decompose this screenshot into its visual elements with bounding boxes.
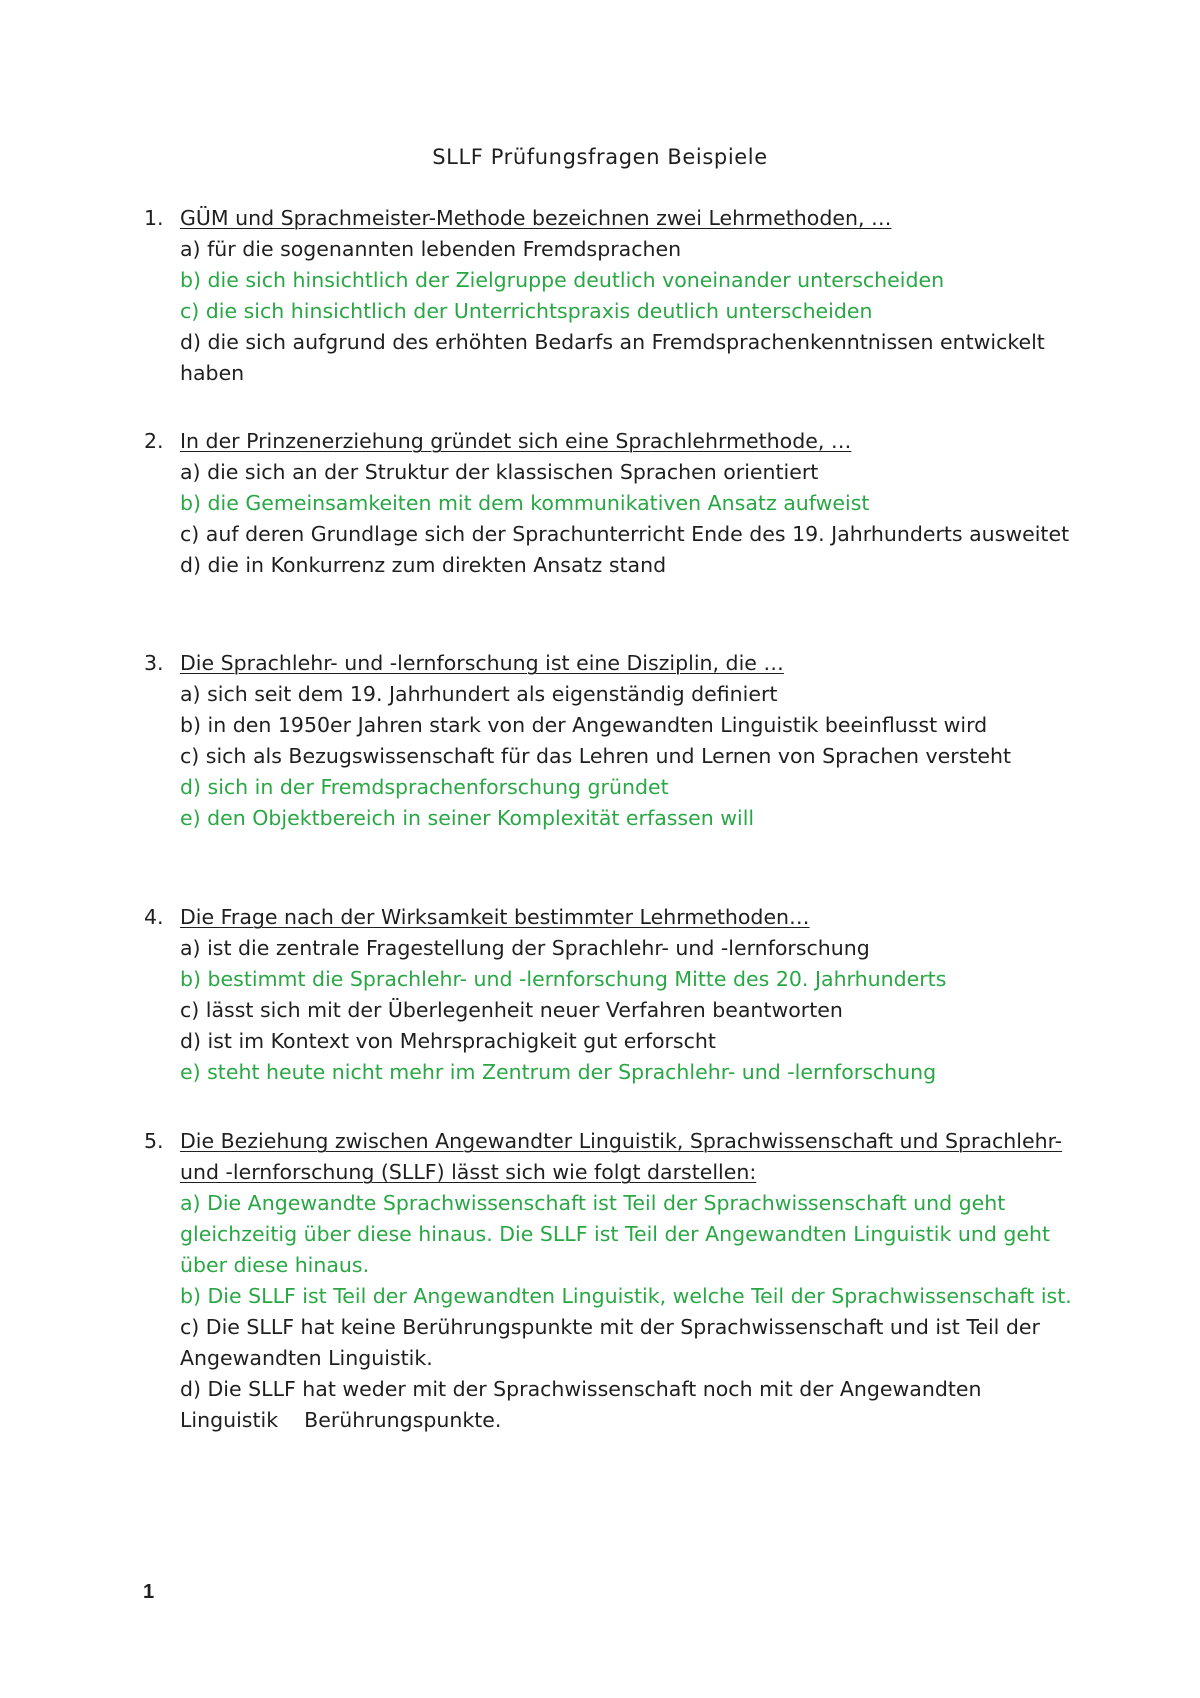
answer-option-a: a) die sich an der Struktur der klassischen Sprachen orientiert [180,460,819,484]
question-text: Die Frage nach der Wirksamkeit bestimmter Lehrmethoden… [180,905,810,929]
answer-option-b-correct: b) bestimmt die Sprachlehr- und -lernforschung Mitte des 20. Jahrhunderts [180,967,947,991]
question-stem [144,203,1074,234]
answer-option-b: b) in den 1950er Jahren stark von der Angewandten Linguistik beeinflusst wird [180,713,988,737]
answer-option-a: a) für die sogenannten lebenden Fremdsprachen [180,237,682,261]
question-text: GÜM und Sprachmeister-Methode bezeichnen zwei Lehrmethoden, … [180,206,892,230]
answer-options [180,679,1074,834]
question-number: 4. [144,905,164,929]
page-number: 1 [143,1581,155,1603]
answer-option-b-correct: b) Die SLLF ist Teil der Angewandten Linguistik, welche Teil der Sprachwissenschaft ist. [180,1284,1072,1308]
answer-option-c: c) lässt sich mit der Überlegenheit neuer Verfahren beantworten [180,998,843,1022]
question-number: 3. [144,651,164,675]
answer-option-a-correct: a) Die Angewandte Sprachwissenschaft ist Teil der Sprachwissenschaft und geht gleichzeitig über diese hinaus. Die SLLF ist Teil der Angewandten Linguistik und geht über diese hinaus. [180,1191,1050,1277]
question-number: 2. [144,429,164,453]
answer-option-d: d) die in Konkurrenz zum direkten Ansatz stand [180,553,667,577]
question-stem [144,902,1074,933]
answer-option-d: d) ist im Kontext von Mehrsprachigkeit gut erforscht [180,1029,716,1053]
question-text: Die Sprachlehr- und -lernforschung ist eine Disziplin, die … [180,651,784,675]
question-text: In der Prinzenerziehung gründet sich eine Sprachlehrmethode, … [180,429,852,453]
question-stem [144,426,1074,457]
answer-option-e-correct: e) steht heute nicht mehr im Zentrum der Sprachlehr- und -lernforschung [180,1060,937,1084]
answer-options [180,234,1074,389]
answer-option-c: c) sich als Bezugswissenschaft für das Lehren und Lernen von Sprachen versteht [180,744,1012,768]
question-5 [144,1126,1074,1436]
question-4 [144,902,1074,1088]
question-text: Die Beziehung zwischen Angewandter Linguistik, Sprachwissenschaft und Sprachlehr- und -lernforschung (SLLF) lässt sich wie folgt darstellen: [180,1129,1063,1184]
question-number: 1. [144,206,164,230]
answer-option-c: c) auf deren Grundlage sich der Sprachunterricht Ende des 19. Jahrhunderts ausweitet [180,522,1070,546]
answer-option-a: a) sich seit dem 19. Jahrhundert als eigenständig definiert [180,682,778,706]
answer-option-b-correct: b) die Gemeinsamkeiten mit dem kommunikativen Ansatz aufweist [180,491,870,515]
answer-option-d: d) Die SLLF hat weder mit der Sprachwissenschaft noch mit der Angewandten Linguistik Berührungspunkte. [180,1377,989,1432]
answer-option-c-correct: c) die sich hinsichtlich der Unterrichtspraxis deutlich unterscheiden [180,299,873,323]
answer-option-b-correct: b) die sich hinsichtlich der Zielgruppe deutlich voneinander unterscheiden [180,268,945,292]
document-title: SLLF Prüfungsfragen Beispiele [432,145,768,169]
answer-option-e-correct: e) den Objektbereich in seiner Komplexität erfassen will [180,806,755,830]
answer-options [180,933,1074,1088]
question-2 [144,426,1074,581]
question-1 [144,203,1074,389]
answer-option-d-correct: d) sich in der Fremdsprachenforschung gründet [180,775,669,799]
question-number: 5. [144,1129,164,1153]
answer-option-d: d) die sich aufgrund des erhöhten Bedarfs an Fremdsprachenkenntnissen entwickelt haben [180,330,1045,385]
question-stem [144,648,1074,679]
answer-options [180,1188,1074,1436]
question-3 [144,648,1074,834]
answer-option-c: c) Die SLLF hat keine Berührungspunkte mit der Sprachwissenschaft und ist Teil der Angewandten Linguistik. [180,1315,1067,1370]
answer-options [180,457,1074,581]
question-stem [144,1126,1074,1188]
answer-option-a: a) ist die zentrale Fragestellung der Sprachlehr- und -lernforschung [180,936,870,960]
